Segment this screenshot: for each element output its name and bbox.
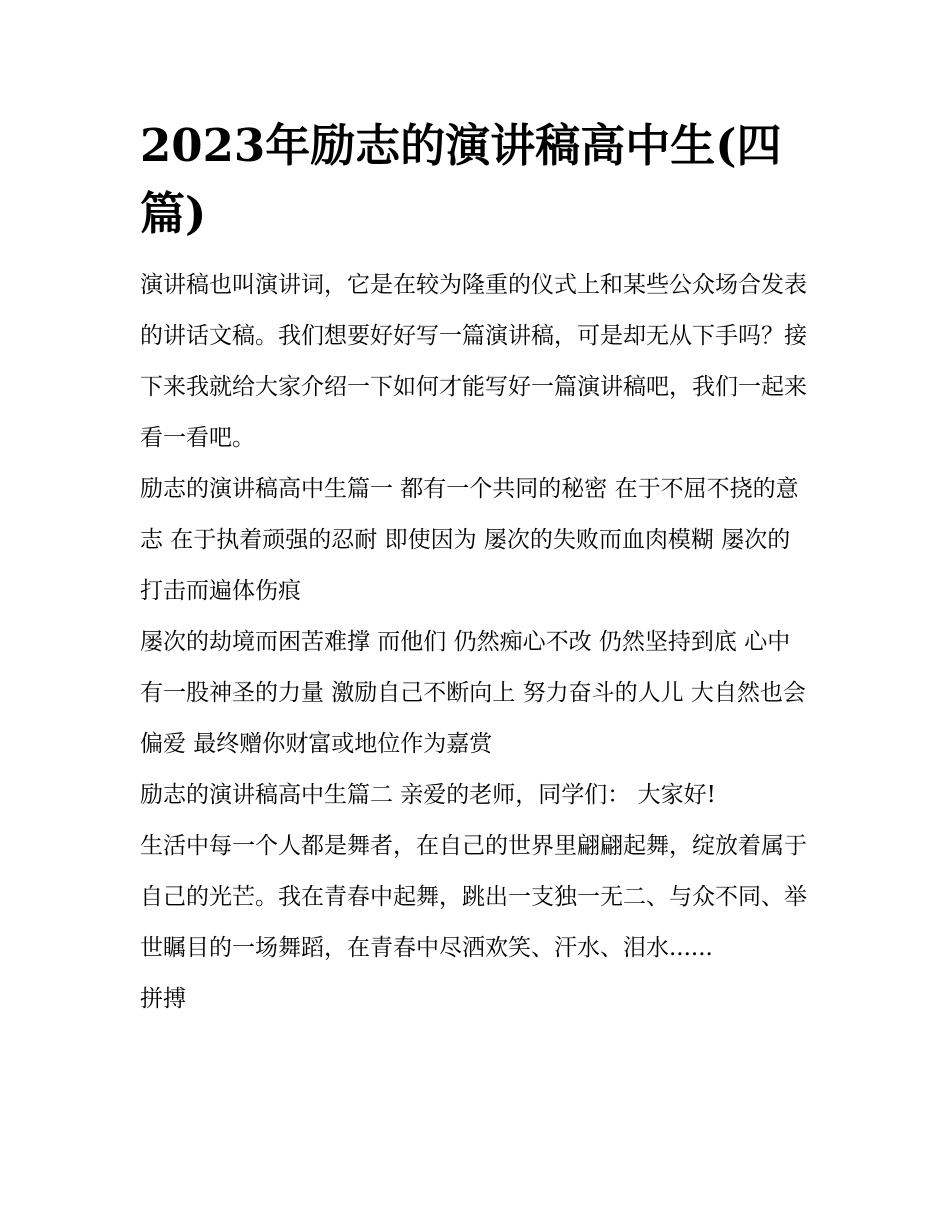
document-title: 2023年励志的演讲稿高中生(四篇) [140, 119, 782, 240]
document-body [140, 112, 812, 1025]
paragraph-speech-one: 励志的演讲稿高中生篇一 都有一个共同的秘密 在于不屈不挠的意志 在于执着顽强的忍耐 即使因为 屡次的失败而血肉模糊 屡次的打击而遍体伤痕 [140, 476, 799, 604]
paragraph-heading-struggle: 拼搏 [140, 986, 186, 1012]
paragraph-speech-one-continued: 屡次的劫境而困苦难撑 而他们 仍然痴心不改 仍然坚持到底 心中有一股神圣的力量 激励自己不断向上 努力奋斗的人儿 大自然也会偏爱 最终赠你财富或地位作为嘉赏 [140, 629, 806, 757]
paragraph-speech-two-greeting: 励志的演讲稿高中生篇二 亲爱的老师，同学们： 大家好! [140, 782, 716, 808]
paragraph-speech-two-body: 生活中每一个人都是舞者，在自己的世界里翩翩起舞，绽放着属于自己的光芒。我在青春中起舞，跳出一支独一无二、与众不同、举世瞩目的一场舞蹈，在青春中尽洒欢笑、汗水、泪水...... [140, 833, 807, 961]
paragraph-intro: 演讲稿也叫演讲词，它是在较为隆重的仪式上和某些公众场合发表的讲话文稿。我们想要好好写一篇演讲稿，可是却无从下手吗？接下来我就给大家介绍一下如何才能写好一篇演讲稿吧，我们一起来看一看吧。 [140, 272, 807, 451]
